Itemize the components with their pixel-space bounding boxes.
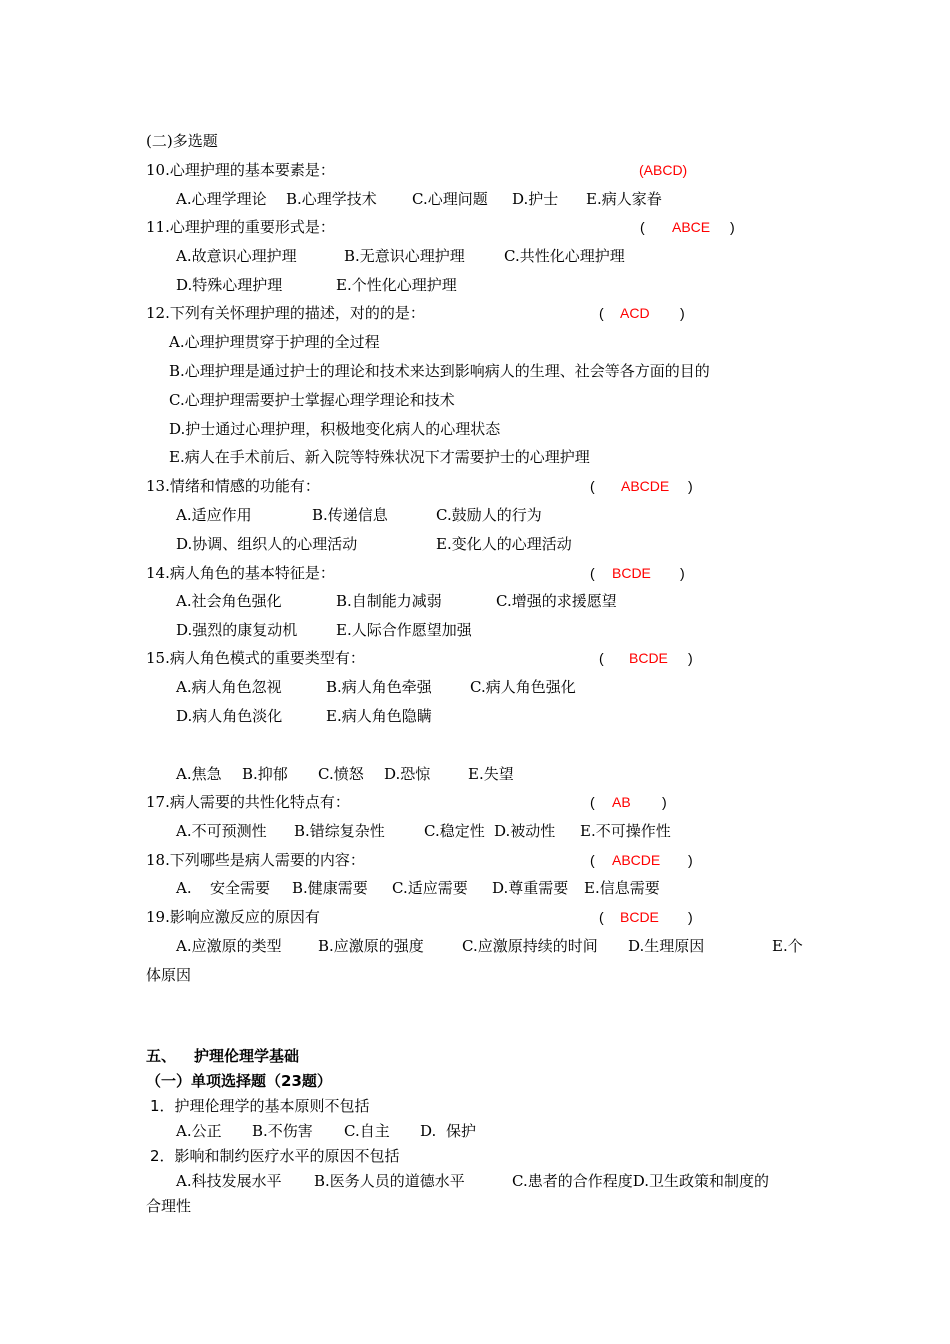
single-question-2: 2．影响和制约医疗水平的原因不包括 [150,1147,400,1165]
answer-close-paren: ) [662,794,667,810]
question-12-option-a: A.心理护理贯穿于护理的全过程 [169,333,380,351]
answer-open-paren: ( [590,852,595,868]
question-text: 15.病人角色模式的重要类型有： [146,649,365,667]
answer-key: ACD [620,305,650,321]
option-b: B.病人角色牵强 [326,678,432,696]
question-text: 13.情绪和情感的功能有： [146,477,320,495]
option-a: A.病人角色忽视 [176,678,282,696]
question-11-options-row1 [176,246,876,266]
question-11 [146,217,846,237]
option-a: A.科技发展水平 [176,1172,282,1190]
option-b: B.无意识心理护理 [344,247,465,265]
single-question-2-options [176,1171,876,1191]
question-text: 18.下列哪些是病人需要的内容： [146,851,365,869]
option-c: C.自主 [344,1122,390,1140]
question-text: 11.心理护理的重要形式是： [146,218,335,236]
option-b: B.健康需要 [292,879,368,897]
question-text: 14.病人角色的基本特征是： [146,564,335,582]
answer-open-paren: ( [640,219,645,235]
question-11-options-row2 [176,275,876,295]
question-12-option-c: C.心理护理需要护士掌握心理学理论和技术 [169,391,455,409]
option-c: C.鼓励人的行为 [436,506,542,524]
option-c: C.适应需要 [392,879,468,897]
answer-open-paren: ( [590,565,595,581]
option-c: C.病人角色强化 [470,678,576,696]
answer-key: ABCDE [612,852,661,868]
option-b: B.不伤害 [252,1122,313,1140]
answer-open-paren: ( [599,305,604,321]
question-12-option-e: E.病人在手术前后、新入院等特殊状况下才需要护士的心理护理 [169,448,590,466]
option-c: C.心理问题 [412,190,488,208]
option-d: D.尊重需要 [492,879,569,897]
option-e: E.不可操作性 [580,822,671,840]
single-question-1-options [176,1121,876,1141]
question-15-options-row2 [176,706,876,726]
question-18 [146,850,846,870]
option-a: A. [176,879,192,897]
question-19 [146,907,846,927]
question-14-options-row2 [176,620,876,640]
option-d: D.协调、组织人的心理活动 [176,535,358,553]
question-18-options [176,878,876,898]
answer-key: BCDE [620,909,659,925]
answer-key: BCDE [629,650,668,666]
option-e: E.人际合作愿望加强 [336,621,472,639]
option-d: D.护士 [512,190,559,208]
option-b: B.医务人员的道德水平 [314,1172,465,1190]
section-heading-multiple-choice: (二)多选题 [146,132,218,150]
option-b: B.应激原的强度 [318,937,424,955]
option-a-text: 安全需要 [210,879,271,897]
option-d: D.强烈的康复动机 [176,621,298,639]
question-10-options [176,189,876,209]
option-b: B.自制能力减弱 [336,592,442,610]
answer-open-paren: ( [590,794,595,810]
option-b: B.传递信息 [312,506,388,524]
answer-key: AB [612,794,631,810]
option-e: E.失望 [468,765,514,783]
answer-close-paren: ) [688,478,693,494]
option-a: A.公正 [176,1122,222,1140]
question-19-continuation: 体原因 [146,966,192,984]
question-text: 10.心理护理的基本要素是： [146,161,335,179]
option-d: D. [420,1122,437,1140]
question-13 [146,476,846,496]
subsection-heading-single-choice: （一）单项选择题（23题） [146,1072,332,1090]
section-heading-5 [146,1046,546,1066]
option-c-d: C.患者的合作程度D.卫生政策和制度的 [512,1172,769,1190]
option-b: B.错综复杂性 [294,822,385,840]
option-d: D.被动性 [494,822,556,840]
question-12 [146,303,846,323]
question-15 [146,648,846,668]
answer-close-paren: ) [680,565,685,581]
question-13-options-row2 [176,534,876,554]
option-a: A.适应作用 [176,506,252,524]
answer-open-paren: ( [599,650,604,666]
option-d: D.病人角色淡化 [176,707,283,725]
option-a: A.焦急 [176,765,222,783]
question-14 [146,563,846,583]
option-d: D.特殊心理护理 [176,276,283,294]
option-b: B.心理学技术 [286,190,377,208]
question-12-option-d: D.护士通过心理护理，积极地变化病人的心理状态 [169,420,501,438]
question-17 [146,792,846,812]
option-e: E.变化人的心理活动 [436,535,572,553]
option-e: E.个性化心理护理 [336,276,457,294]
option-c: C.增强的求援愿望 [496,592,617,610]
answer-close-paren: ) [688,852,693,868]
single-question-1: 1．护理伦理学的基本原则不包括 [150,1097,370,1115]
option-d: D.生理原因 [628,937,705,955]
question-text: 17.病人需要的共性化特点有： [146,793,350,811]
section-number: 五、 [146,1047,177,1065]
single-question-2-continuation: 合理性 [146,1197,192,1215]
answer-close-paren: ) [680,305,685,321]
option-c: C.应激原持续的时间 [462,937,598,955]
answer-close-paren: ) [730,219,735,235]
answer-open-paren: ( [590,478,595,494]
question-text: 12.下列有关怀理护理的描述，对的的是： [146,304,425,322]
answer-key: ABCDE [621,478,670,494]
section-title: 护理伦理学基础 [194,1047,300,1065]
question-19-options [176,936,876,956]
answer-close-paren: ) [688,909,693,925]
option-a: A.心理学理论 [176,190,267,208]
option-a: A.社会角色强化 [176,592,282,610]
option-e: E.个 [772,937,803,955]
option-b: B.抑郁 [242,765,288,783]
question-15-options-row1 [176,677,876,697]
answer-key: (ABCD) [639,162,688,178]
option-e: E.病人家眷 [586,190,662,208]
question-10 [146,160,846,180]
option-d-text: 保护 [446,1122,477,1140]
question-14-options-row1 [176,591,876,611]
option-a: A.故意识心理护理 [176,247,297,265]
option-c: C.愤怒 [318,765,364,783]
answer-key: ABCE [672,219,711,235]
question-text: 19.影响应激反应的原因有 [146,908,320,926]
question-16-options [176,764,876,784]
answer-open-paren: ( [599,909,604,925]
option-c: C.稳定性 [424,822,485,840]
answer-key: BCDE [612,565,651,581]
option-d: D.恐惊 [384,765,431,783]
question-13-options-row1 [176,505,876,525]
option-c: C.共性化心理护理 [504,247,625,265]
question-12-option-b: B.心理护理是通过护士的理论和技术来达到影响病人的生理、社会等各方面的目的 [169,362,710,380]
question-17-options [176,821,876,841]
option-e: E.信息需要 [584,879,660,897]
option-a: A.不可预测性 [176,822,267,840]
option-e: E.病人角色隐瞒 [326,707,432,725]
answer-close-paren: ) [688,650,693,666]
option-a: A.应激原的类型 [176,937,282,955]
